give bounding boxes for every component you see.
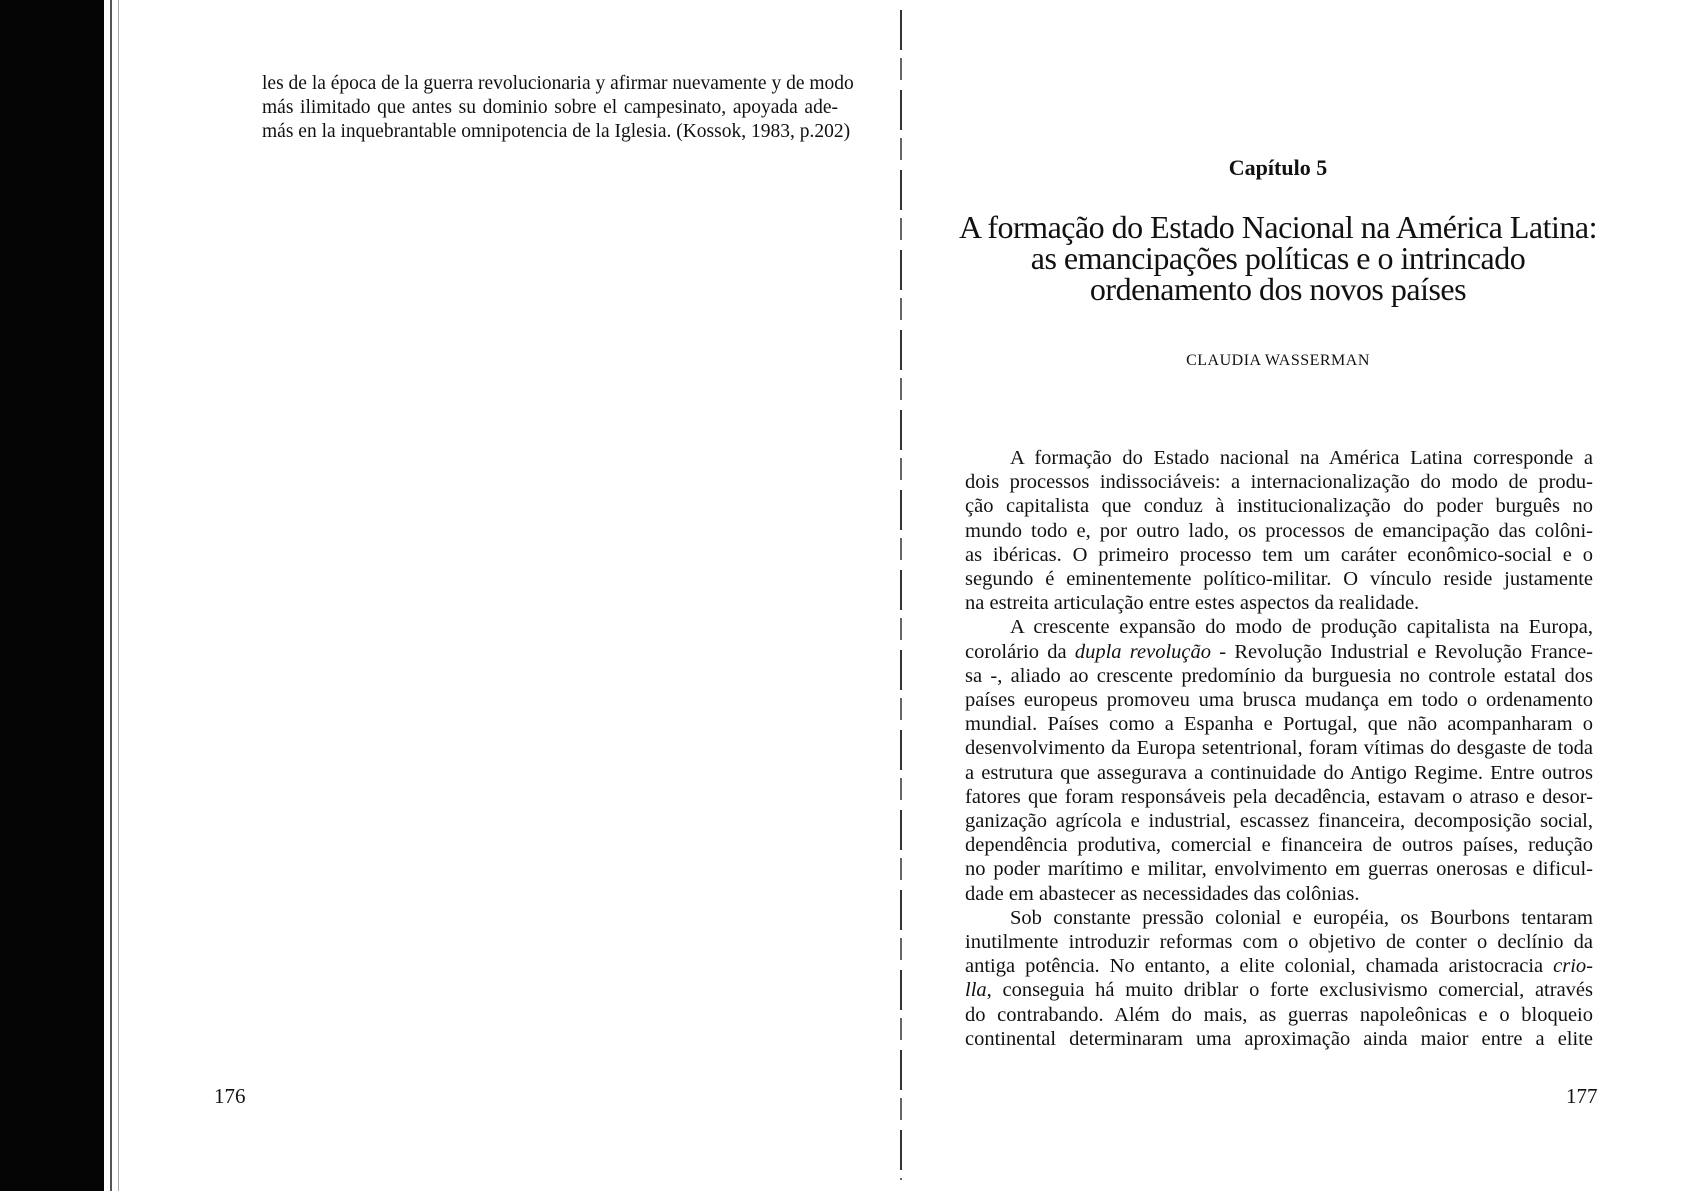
title-line: A formação do Estado Nacional na América Latina:	[959, 209, 1597, 245]
body-text-segment: ganização agrícola e industrial, escassez financeira, decomposição social,	[965, 810, 1593, 833]
body-text-segment: fatores que foram responsáveis pela decadência, estavam o atraso e desor-	[965, 785, 1593, 808]
body-line	[965, 567, 1593, 591]
body-line	[965, 736, 1593, 760]
body-line	[965, 688, 1593, 712]
body-line	[965, 494, 1593, 518]
body-text-segment: corolário da	[965, 640, 1075, 663]
scan-binding-shadow	[0, 0, 104, 1191]
body-line	[965, 640, 1593, 664]
body-text-segment: antiga potência. No entanto, a elite colonial, chamada aristocracia	[965, 955, 1554, 978]
italic-term: lla	[965, 979, 987, 1002]
title-line: as emancipações políticas e o intrincado	[1030, 240, 1526, 276]
body-line	[965, 664, 1593, 688]
body-text-segment: dependência produtiva, comercial e financeira de outros países, redução	[965, 834, 1593, 857]
body-line	[965, 519, 1593, 543]
body-line	[965, 1003, 1593, 1027]
body-text-segment: as ibéricas. O primeiro processo tem um caráter econômico-social e o	[965, 543, 1593, 566]
italic-term: crio-	[1553, 955, 1593, 978]
left-page-quote	[262, 72, 854, 144]
scan-page-edge	[110, 0, 112, 1191]
body-line	[965, 591, 1593, 615]
body-text-segment: dade em abastecer as necessidades das colônias.	[965, 882, 1360, 905]
quote-line: les de la época de la guerra revolucionaria y afirmar nuevamente y de modo	[262, 73, 854, 94]
body-text-segment: mundo todo e, por outro lado, os processos de emancipação das colôni-	[965, 519, 1593, 542]
body-text-segment: no poder marítimo e militar, envolvimento em guerras onerosas e dificul-	[965, 858, 1593, 881]
body-line	[965, 954, 1593, 978]
chapter-label: Capítulo 5	[1228, 155, 1328, 180]
body-line	[965, 930, 1593, 954]
quote-line: más en la inquebrantable omnipotencia de la Iglesia. (Kossok, 1983, p.202)	[262, 121, 851, 142]
body-text-segment: do contrabando. Além do mais, as guerras napoleônicas e o bloqueio	[965, 1003, 1593, 1026]
scan-page-edge	[118, 0, 119, 1191]
body-line	[965, 833, 1593, 857]
body-text-segment: na estreita articulação entre estes aspectos da realidade.	[965, 592, 1420, 615]
body-text-segment: países europeus promoveu uma brusca mudança em todo o ordenamento	[965, 689, 1593, 712]
body-text-segment: Sob constante pressão colonial e européia, os Bourbons tentaram	[1010, 906, 1593, 929]
body-text-segment: , conseguia há muito driblar o forte exclusivismo comercial, através	[986, 979, 1593, 1002]
body-line	[965, 543, 1593, 567]
chapter-body-text	[965, 446, 1593, 1051]
body-text-segment: sa -, aliado ao crescente predomínio da burguesia no controle estatal dos	[965, 664, 1593, 687]
body-line	[965, 857, 1593, 881]
body-text-segment: - Revolução Industrial e Revolução France-	[1211, 640, 1593, 663]
body-line	[965, 882, 1593, 906]
page-number-right: 177	[1566, 1084, 1598, 1108]
body-line	[965, 906, 1593, 930]
body-line	[965, 785, 1593, 809]
chapter-title	[940, 209, 1616, 307]
book-gutter	[900, 10, 902, 1180]
page-number-left: 176	[214, 1084, 246, 1108]
author-name: CLAUDIA WASSERMAN	[1186, 352, 1370, 369]
body-text-segment: inutilmente introduzir reformas com o objetivo de conter o declínio da	[965, 931, 1593, 954]
body-text-segment: A formação do Estado nacional na América Latina corresponde a	[1010, 447, 1593, 469]
body-text-segment: mundial. Países como a Espanha e Portugal, que não acompanharam o	[965, 713, 1593, 736]
body-line	[965, 1027, 1593, 1051]
body-line	[965, 615, 1593, 639]
body-text-segment: A crescente expansão do modo de produção capitalista na Europa,	[1010, 616, 1593, 639]
body-text-segment: desenvolvimento da Europa setentrional, foram vítimas do desgaste de toda	[965, 737, 1593, 760]
body-text-segment: dois processos indissociáveis: a internacionalização do modo de produ-	[965, 471, 1593, 494]
title-line: ordenamento dos novos países	[1089, 271, 1467, 307]
body-line	[965, 712, 1593, 736]
body-text-segment: segundo é eminentemente político-militar. O vínculo reside justamente	[965, 568, 1593, 591]
body-line	[965, 978, 1593, 1002]
body-line	[965, 470, 1593, 494]
body-line	[965, 446, 1593, 470]
body-text-segment: ção capitalista que conduz à institucionalização do poder burguês no	[965, 495, 1593, 518]
body-line	[965, 809, 1593, 833]
body-text-segment: continental determinaram uma aproximação ainda maior entre a elite	[965, 1027, 1593, 1050]
body-line	[965, 761, 1593, 785]
quote-line: más ilimitado que antes su dominio sobre el campesinato, apoyada ade-	[262, 97, 838, 118]
body-text-segment: a estrutura que assegurava a continuidade do Antigo Regime. Entre outros	[965, 761, 1593, 784]
italic-term: dupla revolução	[1074, 640, 1212, 663]
